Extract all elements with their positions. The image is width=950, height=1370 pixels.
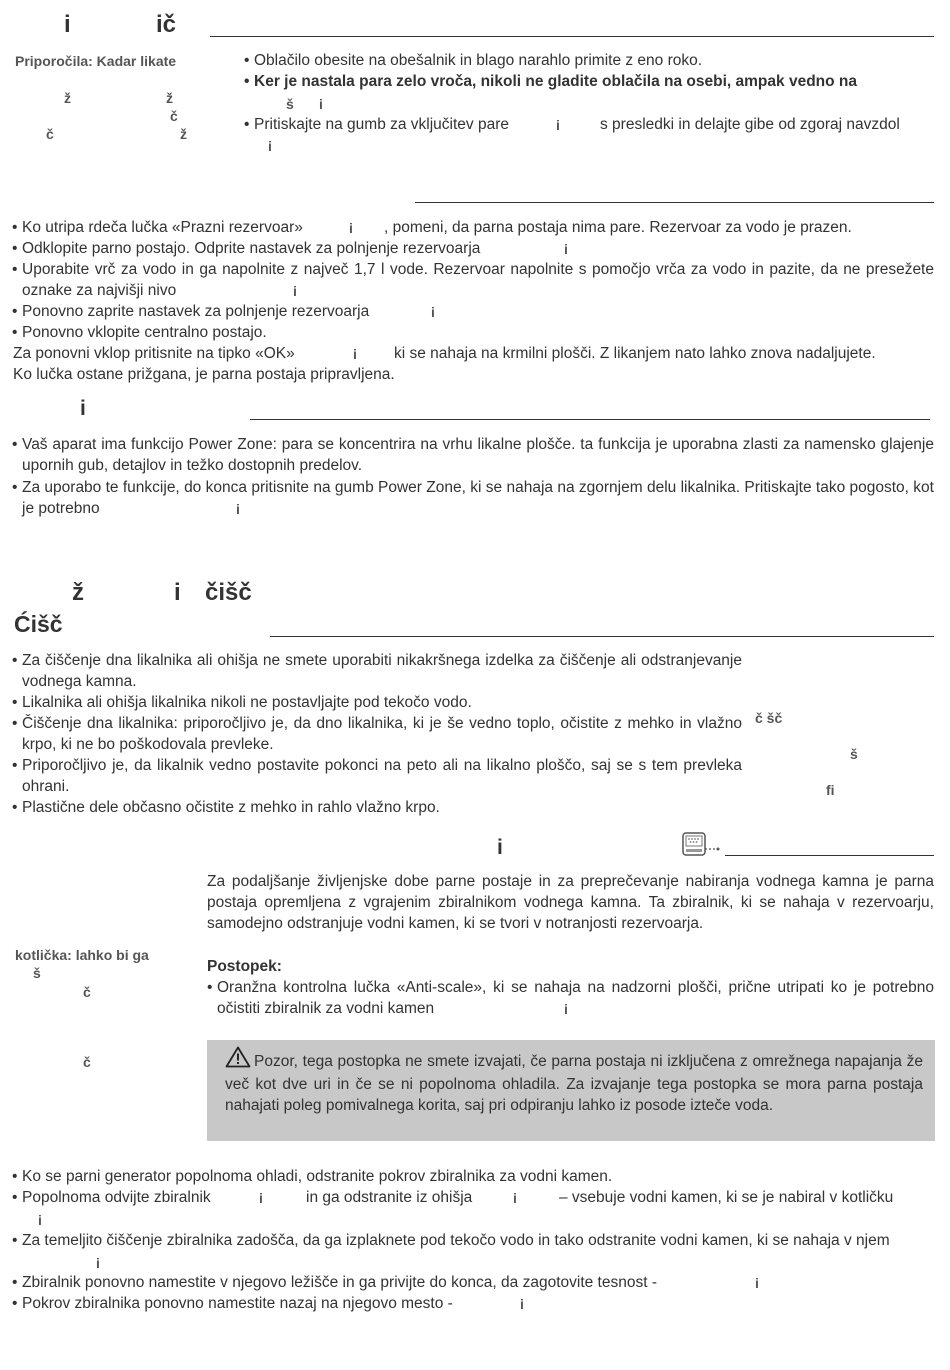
list-item-text: Za uporabo te funkcije, do konca pritisnite na gumb Power Zone, ki se nahaja na zgornjem delu likalnika. Pritiskajte tako pogosto, kot je potrebno: [22, 479, 934, 517]
section3-rule: [250, 419, 930, 420]
side-fragment: fi: [826, 782, 835, 798]
text-line: in ga odstranite iz ohišja: [306, 1189, 473, 1206]
list-item-text: Ponovno vklopite centralno postajo.: [22, 324, 267, 341]
text-line: – vsebuje vodni kamen, ki se je nabiral v kotličku: [559, 1189, 894, 1206]
list-item-text: Zbiralnik ponovno namestite v njegovo ležišče in ga privijte do konca, da zagotovite tesnost -: [22, 1274, 657, 1291]
list-item-text: Plastične dele občasno očistite z mehko in rahlo vlažno krpo.: [22, 799, 440, 816]
text-fragment: i: [431, 304, 435, 320]
text-fragment: i: [259, 1190, 263, 1206]
list-item-text: Ponovno zaprite nastavek za polnjenje rezervoarja: [22, 303, 370, 320]
caution-box: [207, 1040, 935, 1141]
list-item-text: Pokrov zbiralnika ponovno namestite nazaj na njegovo mesto -: [22, 1295, 453, 1312]
side-fragment: č: [83, 1054, 91, 1070]
list-item: • Za uporabo te funkcije, do konca pritisnite na gumb Power Zone, ki se nahaja na zgornjem delu likalnika. Pritiskajte tako pogosto, kot je potrebno: [12, 479, 934, 517]
procedure-title: Postopek:: [207, 958, 282, 975]
side-fragment: č: [83, 984, 91, 1000]
list-item: • Oranžna kontrolna lučka «Anti-scale», ki se nahaja na nadzorni plošči, prične utripati ko je potrebno očistiti zbiralnik za vodni kamen: [207, 979, 934, 1017]
side-fragment: š: [33, 965, 41, 981]
section4-subheading: Ćišč: [14, 611, 63, 637]
text-fragment: i: [520, 1296, 524, 1312]
intro-paragraph: Za podaljšanje življenjske dobe parne postaje in za preprečevanje nabiranja vodnega kamna je parna postaja opremljena z vgrajenim zbiralnikom vodnega kamna. Ta zbiralnik, ki se nahaja v rezervoarju, samodejno odstranjuje vodni kamen, ki se tvori v notranjosti rezervoarja.: [207, 873, 934, 932]
paragraph-text: Ko lučka ostane prižgana, je parna postaja pripravljena.: [13, 366, 395, 383]
text-fragment: i: [556, 117, 560, 133]
side-fragment: ž: [180, 126, 187, 142]
section5-rule: [725, 855, 934, 856]
list-item: • Za temeljito čiščenje zbiralnika zadošča, da ga izplaknete pod tekočo vodo in tako odstranite vodni kamen, ki se nahaja v njem: [12, 1230, 934, 1251]
section1-rule: [210, 36, 934, 37]
text-fragment: i: [564, 1001, 568, 1017]
list-item-text: Uporabite vrč za vodo in ga napolnite z največ 1,7 l vode. Rezervoar napolnite s pomočjo vrča za vodo in pazite, da ne presežete oznake za najvišji nivo: [22, 261, 934, 299]
side-fragment: č šč: [755, 710, 783, 726]
section4-rule: [270, 636, 934, 637]
section4-heading-fragment: i: [174, 579, 181, 606]
list-item-text: Vaš aparat ima funkcijo Power Zone: para se koncentrira na vrhu likalne plošče. ta funkcija je uporabna zlasti za namensko glajenje upornih gub, detajlov in težko dostopnih predelov.: [22, 436, 934, 474]
text-fragment: i: [96, 1255, 100, 1271]
list-item: • Pokrov zbiralnika ponovno namestite nazaj na njegovo mesto -: [12, 1293, 532, 1314]
side-fragment: ž: [64, 90, 71, 106]
list-item: • Ko se parni generator popolnoma ohladi, odstranite pokrov zbiralnika za vodni kamen.: [12, 1166, 912, 1187]
section4-heading-fragment: ž: [72, 579, 84, 606]
list-item: • Ko utripa rdeča lučka «Prazni rezervoar»: [12, 217, 352, 238]
caution-text: Pozor, tega postopka ne smete izvajati, če parna postaja ni izključena z omrežnega napajanja že več kot dve uri in če se ni popolnoma ohladila. Za izvajanje tega postopka se mora parna postaja nahajati poleg pomivalnega korita, saj pri odpiranju lahko iz posode izteče voda.: [225, 1053, 923, 1114]
list-item: • Čiščenje dna likalnika: priporočljivo je, da dno likalnika, ki je še vedno toplo, očistite z mehko in vlažno krpo, ki ne bo poškodovala prevleke.: [12, 715, 742, 753]
list-item: • Oblačilo obesite na obešalnik in blago narahlo primite z eno roko.: [244, 50, 944, 71]
list-item-text: Popolnoma odvijte zbiralnik: [22, 1189, 211, 1206]
list-item: • Popolnoma odvijte zbiralnik: [12, 1187, 252, 1208]
side-fragment: č: [170, 108, 178, 124]
text-fragment: i: [236, 501, 240, 517]
list-item: • Priporočljivo je, da likalnik vedno postavite pokonci na peto ali na likalno ploščo, saj se s tem prevleka ohrani.: [12, 757, 742, 795]
side-fragment: č: [46, 126, 54, 142]
list-item-text: Likalnika ali ohišja likalnika nikoli ne postavljajte pod tekočo vodo.: [22, 694, 472, 711]
list-item-text: Za čiščenje dna likalnika ali ohišja ne smete uporabiti nikakršnega izdelka za čiščenje ali odstranjevanje vodnega kamna.: [22, 652, 742, 690]
section1-heading-fragment: ič: [156, 11, 177, 38]
list-item-text: Oranžna kontrolna lučka «Anti-scale», ki se nahaja na nadzorni plošči, prične utripati ko je potrebno očistiti zbiralnik za vodni kamen: [217, 979, 934, 1017]
text-fragment: i: [353, 346, 357, 362]
paragraph-text: ki se nahaja na krmilni plošči. Z likanjem nato lahko znova nadaljujete.: [394, 345, 876, 362]
list-item: • Pritiskajte na gumb za vključitev pare: [244, 114, 544, 135]
list-item-text: Priporočljivo je, da likalnik vedno postavite pokonci na peto ali na likalno ploščo, saj se s tem prevleka ohrani.: [22, 757, 742, 795]
text-fragment: i: [38, 1212, 42, 1228]
list-item: • Ponovno zaprite nastavek za polnjenje rezervoarja: [12, 301, 432, 322]
list-item: • Odklopite parno postajo. Odprite nastavek za polnjenje rezervoarja: [12, 238, 552, 259]
list-item-text: Odklopite parno postajo. Odprite nastavek za polnjenje rezervoarja: [22, 240, 481, 257]
list-item: • Ker je nastala para zelo vroča, nikoli ne gladite oblačila na osebi, ampak vedno na: [244, 71, 944, 92]
list-item-text: Ko se parni generator popolnoma ohladi, odstranite pokrov zbiralnika za vodni kamen.: [22, 1168, 613, 1185]
list-item: • Za čiščenje dna likalnika ali ohišja ne smete uporabiti nikakršnega izdelka za čiščenje ali odstranjevanje vodnega kamna.: [12, 652, 742, 690]
text-fragment: i: [564, 241, 568, 257]
list-item: • Likalnika ali ohišja likalnika nikoli ne postavljajte pod tekočo vodo.: [12, 692, 742, 713]
list-item-text: Ko utripa rdeča lučka «Prazni rezervoar»: [22, 219, 303, 236]
text-fragment: i: [513, 1190, 517, 1206]
text-fragment: i: [268, 138, 272, 154]
section5-heading-fragment: i: [497, 836, 503, 859]
warning-triangle-icon: [225, 1046, 251, 1074]
text-fragment: i: [349, 220, 353, 236]
side-recommendation-label: Priporočila: Kadar likate: [15, 53, 177, 69]
text-fragment: i: [293, 283, 297, 299]
list-item: • Plastične dele občasno očistite z mehko in rahlo vlažno krpo.: [12, 797, 742, 818]
list-item-text: Čiščenje dna likalnika: priporočljivo je, da dno likalnika, ki je še vedno toplo, očistite z mehko in vlažno krpo, ki ne bo poškodovala prevleke.: [22, 715, 742, 753]
list-item-text: Za temeljito čiščenje zbiralnika zadošča, da ga izplaknete pod tekočo vodo in tako odstranite vodni kamen, ki se nahaja v njem: [22, 1232, 890, 1249]
text-line: s presledki in delajte gibe od zgoraj navzdol: [600, 116, 900, 133]
list-item-text: Oblačilo obesite na obešalnik in blago narahlo primite z eno roko.: [254, 52, 703, 69]
paragraph-text: Za ponovni vklop pritisnite na tipko «OK»: [13, 345, 295, 362]
side-fragment: š: [850, 746, 858, 762]
side-kotlicka-label: kotlička: lahko bi ga: [15, 947, 149, 963]
text-fragment: i: [319, 96, 323, 112]
side-fragment: ž: [166, 90, 173, 106]
section1-heading-fragment: i: [64, 11, 71, 38]
section4-heading-fragment: čišč: [205, 579, 252, 606]
section2-rule: [415, 202, 934, 203]
list-item: • Uporabite vrč za vodo in ga napolnite z največ 1,7 l vode. Rezervoar napolnite s pomočjo vrča za vodo in pazite, da ne presežete oznake za najvišji nivo: [12, 261, 934, 299]
list-item: • Vaš aparat ima funkcijo Power Zone: para se koncentrira na vrhu likalne plošče. ta funkcija je uporabna zlasti za namensko glajenje upornih gub, detajlov in težko dostopnih predelov.: [12, 436, 934, 474]
list-item: • Ponovno vklopite centralno postajo.: [12, 322, 412, 343]
list-item-text: Ker je nastala para zelo vroča, nikoli ne gladite oblačila na osebi, ampak vedno na: [254, 73, 857, 90]
list-item: • Zbiralnik ponovno namestite v njegovo ležišče in ga privijte do konca, da zagotovite tesnost -: [12, 1272, 772, 1293]
list-item-text: Pritiskajte na gumb za vključitev pare: [254, 116, 510, 133]
text-line: , pomeni, da parna postaja nima pare. Rezervoar za vodo je prazen.: [384, 219, 852, 236]
text-fragment: i: [755, 1275, 759, 1291]
scale-collector-icon: [681, 831, 721, 865]
text-fragment: š: [286, 96, 294, 112]
section3-heading-fragment: i: [80, 397, 86, 420]
